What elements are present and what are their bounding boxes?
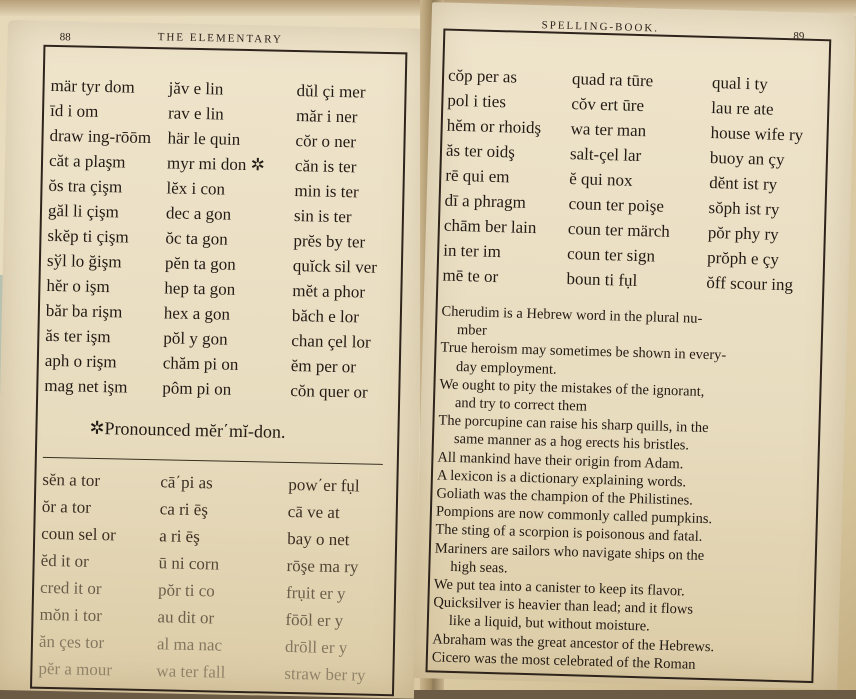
spelling-word: hĕm or rhoidş <box>446 115 542 138</box>
spelling-word: ĕd it or <box>40 550 90 571</box>
spelling-word: chan çel lor <box>291 331 371 352</box>
spelling-word: aph o rişm <box>44 350 117 372</box>
spelling-word: pow΄er fụl <box>288 474 360 496</box>
spelling-word: ăs ter oidş <box>445 140 516 162</box>
spelling-word: căn is ter <box>294 156 357 177</box>
spelling-word: prĕs by ter <box>293 231 366 252</box>
spelling-word: coun ter märch <box>567 219 671 241</box>
spelling-word: mē te or <box>442 265 499 287</box>
sentence-line: high seas. <box>450 558 508 577</box>
spelling-word: cred it or <box>39 577 102 599</box>
spelling-word: buoy an çy <box>709 147 785 170</box>
sentence-line: Quicksilver is heavier than lead; and it flows <box>433 594 694 618</box>
spelling-word: sĕn a tor <box>42 469 101 491</box>
spelling-word: skĕp ti çişm <box>47 225 129 247</box>
left-page-number: 88 <box>59 31 71 44</box>
sentence-line: Mariners are sailors who navigate ships on the <box>434 540 705 564</box>
spelling-word: mär tyr dom <box>50 75 135 97</box>
spelling-word: mŏn i tor <box>39 604 103 626</box>
sentence-line: Cherudim is a Hebrew word in the plural nu- <box>441 303 703 327</box>
spelling-word: mag net işm <box>44 375 128 397</box>
right-spelling-columns <box>442 63 828 299</box>
spelling-word: dŭl çi mer <box>296 81 366 102</box>
sentence-line: Abraham was the great ancestor of the Hebrews. <box>432 631 715 655</box>
left-spelling-columns <box>44 73 396 405</box>
spelling-word: ĕm per or <box>290 356 357 377</box>
spelling-word: căt a plaşm <box>48 150 126 172</box>
spelling-word: măr i ner <box>295 106 358 127</box>
spelling-word: cŏv ert ūre <box>571 94 645 116</box>
spelling-word: house wife ry <box>710 122 804 145</box>
spelling-word: dĕnt ist ry <box>708 172 778 194</box>
spelling-word: cŏn quer or <box>290 380 368 402</box>
sentence-line: True heroism may sometimes be shown in every- <box>440 339 727 364</box>
sentence-line: We put tea into a canister to keep its flavor. <box>433 576 685 600</box>
spelling-word: bay o net <box>287 528 350 550</box>
spelling-word: här le quin <box>167 128 241 149</box>
spelling-word: coun ter sign <box>566 244 656 266</box>
spelling-word: min is ter <box>294 181 359 202</box>
spelling-word: straw ber ry <box>284 663 366 685</box>
spelling-word: fōōl er y <box>285 609 344 631</box>
spelling-word: wa ter fall <box>156 661 226 682</box>
right-running-head: SPELLING-BOOK. <box>541 19 660 35</box>
spelling-word: draw ing-rōōm <box>49 125 152 148</box>
spelling-word: cŏr o ner <box>295 131 357 152</box>
spelling-word: rav e lin <box>167 103 224 124</box>
spelling-word: īd i om <box>49 100 99 121</box>
spelling-word: coun ter poişe <box>568 194 665 216</box>
spelling-word: pĕr a mour <box>38 658 113 680</box>
spelling-word: sin is ter <box>293 206 352 227</box>
spelling-word: ŏr a tor <box>41 496 92 517</box>
sentence-line: All mankind have their origin from Adam. <box>437 449 684 472</box>
spelling-word: ăn çes tor <box>38 631 105 653</box>
spelling-word: pôm pi on <box>162 378 232 399</box>
spelling-word: pŏr phy ry <box>707 222 779 244</box>
spelling-word: salt-çel lar <box>569 144 642 166</box>
spelling-word: lau re ate <box>711 98 774 119</box>
spelling-word: au dit or <box>157 607 215 628</box>
sentence-line: The porcupine can raise his sharp quills, in the <box>438 412 709 437</box>
spelling-word: chăm pi on <box>162 353 239 374</box>
spelling-word: cā ve at <box>287 501 340 523</box>
spelling-word: drōll er y <box>284 636 348 658</box>
spelling-word: pol i ties <box>447 90 507 112</box>
spelling-word: ŏs tra çişm <box>48 175 123 197</box>
spelling-word: ŏff scour ing <box>706 272 794 295</box>
spelling-word: coun sel or <box>41 523 117 545</box>
spelling-word: mĕt a phor <box>292 281 366 302</box>
spelling-word: jăv e lin <box>168 78 224 99</box>
spelling-word: a ri ēş <box>159 526 201 547</box>
spelling-word: rōşe ma ry <box>286 555 359 577</box>
spelling-word: pŏl y gon <box>163 328 228 349</box>
spelling-word: prŏph e çy <box>706 247 780 269</box>
spelling-word: ū ni corn <box>158 553 220 574</box>
spelling-word: hep ta gon <box>164 278 236 299</box>
spelling-word: băr ba rişm <box>45 300 123 322</box>
sentence-line: mber <box>456 322 488 340</box>
sentence-line: We ought to pity the mistakes of the ignorant, <box>439 376 705 400</box>
right-page-number: 89 <box>793 30 805 43</box>
sentence-line: like a liquid, but without moisture. <box>448 613 650 635</box>
spelling-word: dī a phragm <box>444 190 527 212</box>
spelling-word: wa ter man <box>570 119 647 141</box>
spelling-word: hex a gon <box>163 303 231 324</box>
right-page <box>413 2 856 690</box>
spelling-word: ŏc ta gon <box>165 228 228 249</box>
spelling-word: ăs ter işm <box>45 325 111 347</box>
left-lower-spelling-columns <box>38 467 387 690</box>
left-page <box>0 20 428 699</box>
spelling-word: in ter im <box>442 240 502 262</box>
spelling-word: dec a gon <box>165 203 232 224</box>
spelling-word: qual i ty <box>711 73 768 94</box>
pronunciation-footnote: ✲Pronounced mĕr΄mĭ-don. <box>89 417 286 442</box>
spelling-word: boun ti fụl <box>566 269 638 290</box>
spelling-word: pŏr ti co <box>157 580 215 601</box>
reading-sentences <box>432 303 826 678</box>
spelling-word: găl li çişm <box>47 200 120 222</box>
left-running-head: THE ELEMENTARY <box>157 31 283 46</box>
spelling-word: rē qui em <box>445 165 510 187</box>
sentence-line: The sting of a scorpion is poisonous and fatal. <box>435 521 703 546</box>
spelling-word: ĕ qui nox <box>569 169 633 190</box>
spelling-word: hĕr o işm <box>46 275 110 297</box>
spelling-word: lĕx i con <box>166 178 226 199</box>
spelling-word: ca ri ēş <box>159 499 209 520</box>
spelling-word: quĭck sil ver <box>292 256 378 277</box>
spelling-word: cā΄pi as <box>160 472 213 493</box>
spelling-word: al ma nac <box>156 634 223 655</box>
spelling-word: quad ra tūre <box>571 69 654 91</box>
spelling-word: cŏp per as <box>447 65 518 87</box>
spelling-word: băch e lor <box>291 306 360 327</box>
spelling-word: myr mi don ✲ <box>166 153 266 175</box>
sentence-line: and try to correct them <box>454 394 588 415</box>
spelling-word: sŏph ist ry <box>708 197 780 219</box>
sentence-line: same manner as a hog erects his bristles. <box>453 431 690 454</box>
sentence-line: Pompions are now commonly called pumpkins. <box>435 503 713 528</box>
spelling-word: sўl lo ğişm <box>46 250 122 272</box>
sentence-line: A lexicon is a dictionary explaining words. <box>436 467 687 491</box>
sentence-line: Cicero was the most celebrated of the Roman <box>431 649 696 673</box>
spelling-word: frụit er y <box>285 582 346 604</box>
spelling-word: pĕn ta gon <box>164 253 236 274</box>
sentence-line: day employment. <box>455 358 557 378</box>
sentence-line: Goliath was the champion of the Philistines. <box>436 485 694 509</box>
spelling-word: chām ber lain <box>443 215 537 238</box>
